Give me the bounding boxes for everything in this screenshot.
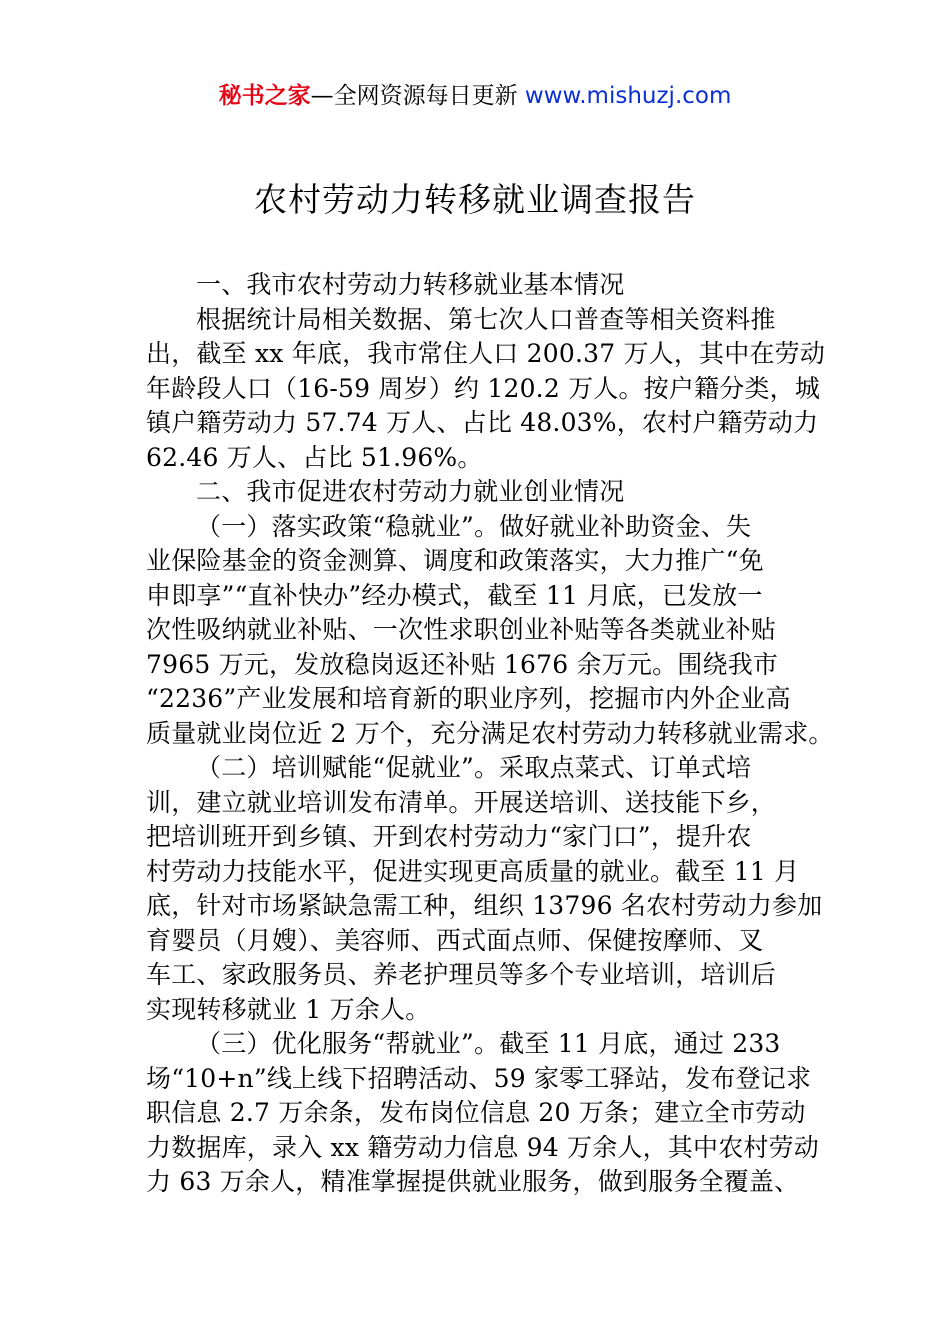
text-line: 底，针对市场紧缺急需工种，组织 13796 名农村劳动力参加	[146, 891, 823, 920]
text-line: 62.46 万人、占比 51.96%。	[146, 442, 483, 472]
brand-name: 秘书之家	[218, 83, 311, 109]
text-line: 训，建立就业培训发布清单。开展送培训、送技能下乡，	[146, 787, 777, 817]
text-line: 根据统计局相关数据、第七次人口普查等相关资料推	[196, 304, 776, 334]
text-line: （三）优化服务“帮就业”。截至 11 月底，通过 233	[196, 1029, 781, 1058]
text-line: “2236”产业发展和培育新的职业序列，挖掘市内外企业高	[146, 684, 791, 713]
text-line: 力 63 万余人，精准掌握提供就业服务，做到服务全覆盖、	[146, 1167, 800, 1196]
text-line: 质量就业岗位近 2 万个，充分满足农村劳动力转移就业需求。	[146, 718, 834, 748]
text-line: 力数据库，录入 xx 籍劳动力信息 94 万余人，其中农村劳动	[146, 1132, 819, 1162]
text-line: 育婴员（月嫂）、美容师、西式面点师、保健按摩师、叉	[146, 925, 764, 955]
text-line: 出，截至 xx 年底，我市常住人口 200.37 万人，其中在劳动	[146, 339, 826, 368]
text-line: 实现转移就业 1 万余人。	[146, 994, 431, 1024]
text-line: 镇户籍劳动力 57.74 万人、占比 48.03%，农村户籍劳动力	[146, 408, 819, 437]
document-body	[146, 268, 834, 1200]
text-line: 把培训班开到乡镇、开到农村劳动力“家门口”，提升农	[146, 822, 752, 851]
text-line: （一）落实政策“稳就业”。做好就业补助资金、失	[196, 511, 752, 541]
text-line: 场“10+n”线上线下招聘活动、59 家零工驿站，发布登记求	[146, 1063, 812, 1093]
text-line: 车工、家政服务员、养老护理员等多个专业培训，培训后	[146, 960, 777, 989]
section-heading-2: 二、我市促进农村劳动力就业创业情况	[196, 477, 625, 506]
text-line: （二）培训赋能“促就业”。采取点菜式、订单式培	[196, 753, 752, 782]
text-line: 申即享”“直补快办”经办模式，截至 11 月底，已发放一	[146, 580, 763, 610]
text-line: 年龄段人口（16-59 周岁）约 120.2 万人。按户籍分类，城	[146, 373, 821, 403]
document-title: 农村劳动力转移就业调查报告	[254, 180, 696, 219]
site-header	[0, 80, 950, 112]
text-line: 业保险基金的资金测算、调度和政策落实，大力推广“免	[146, 546, 764, 575]
text-line: 7965 万元，发放稳岗返还补贴 1676 余万元。围绕我市	[146, 649, 779, 679]
text-line: 次性吸纳就业补贴、一次性求职创业补贴等各类就业补贴	[146, 615, 777, 644]
site-url-link[interactable]: www.mishuzj.com	[524, 83, 732, 109]
text-line: 村劳动力技能水平，促进实现更高质量的就业。截至 11 月	[146, 856, 800, 886]
text-line: 职信息 2.7 万余条，发布岗位信息 20 万条；建立全市劳动	[146, 1098, 806, 1127]
header-tagline: —全网资源每日更新	[310, 83, 525, 109]
section-heading-1: 一、我市农村劳动力转移就业基本情况	[196, 270, 625, 299]
